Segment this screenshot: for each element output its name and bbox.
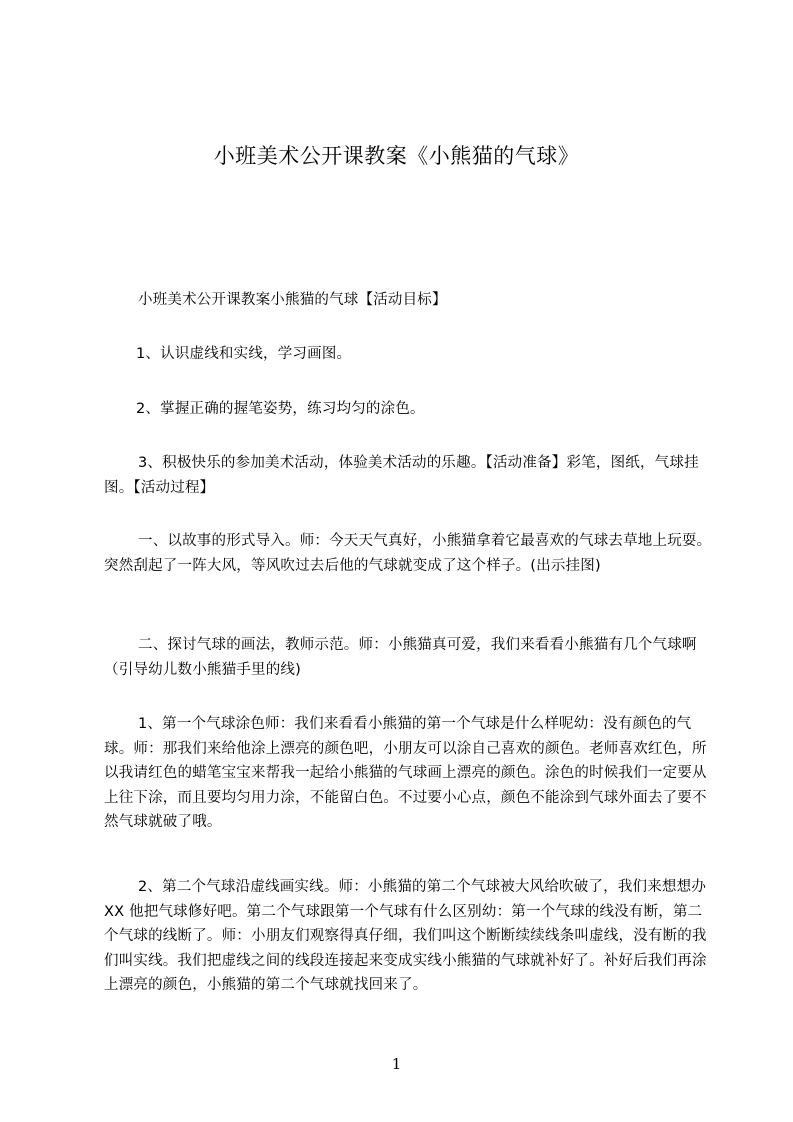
paragraph-goal-2: 2、掌握正确的握笔姿势，练习均匀的涂色。 (136, 401, 425, 417)
paragraph-activity-goals: 小班美术公开课教案小熊猫的气球【活动目标】 (138, 292, 447, 308)
paragraph-step-1: 一、以故事的形式导入。师：今天天气真好，小熊猫拿着它最喜欢的气球去草地上玩耍。突然刮起了一阵大风，等风吹过去后他的气球就变成了这个样子。(出示挂图) (104, 533, 712, 574)
document-title: 小班美术公开课教案《小熊猫的气球》 (213, 144, 580, 168)
paragraph-balloon-1: 1、第一个气球涂色师：我们来看看小熊猫的第一个气球是什么样呢幼：没有颜色的气球。师：那我们来给他涂上漂亮的颜色吧，小朋友可以涂自己喜欢的颜色。老师喜欢红色，所以我请红色的蜡笔宝宝来帮我一起给小熊猫的气球画上漂亮的颜色。涂色的时候我们一定要从上往下涂，而且要均匀用力涂，不能留白色。不过要小心点，颜色不能涂到气球外面去了要不然气球就破了哦。 (104, 716, 707, 831)
paragraph-goal-1: 1、认识虚线和实线，学习画图。 (136, 346, 352, 362)
paragraph-step-2: 二、探讨气球的画法，教师示范。师：小熊猫真可爱，我们来看看小熊猫有几个气球啊（引导幼儿数小熊猫手里的线) (104, 637, 697, 678)
paragraph-balloon-2: 2、第二个气球沿虚线画实线。师：小熊猫的第二个气球被大风给吹破了，我们来想想办 XX 他把气球修好吧。第二个气球跟第一个气球有什么区别幼：第一个气球的线没有断，第二个气球的线断了。师：小朋友们观察得真仔细，我们叫这个断断续续线条叫虚线，没有断的我们叫实线。我们把虚线之间的线段连接起来变成实线小熊猫的气球就补好了。补好后我们再涂上漂亮的颜色，小熊猫的第二个气球就找回来了。 (104, 879, 707, 994)
paragraph-goal-3: 3、积极快乐的参加美术活动，体验美术活动的乐趣。【活动准备】彩笔，图纸，气球挂图。【活动过程】 (104, 455, 699, 496)
page-number: 1 (391, 1055, 402, 1073)
